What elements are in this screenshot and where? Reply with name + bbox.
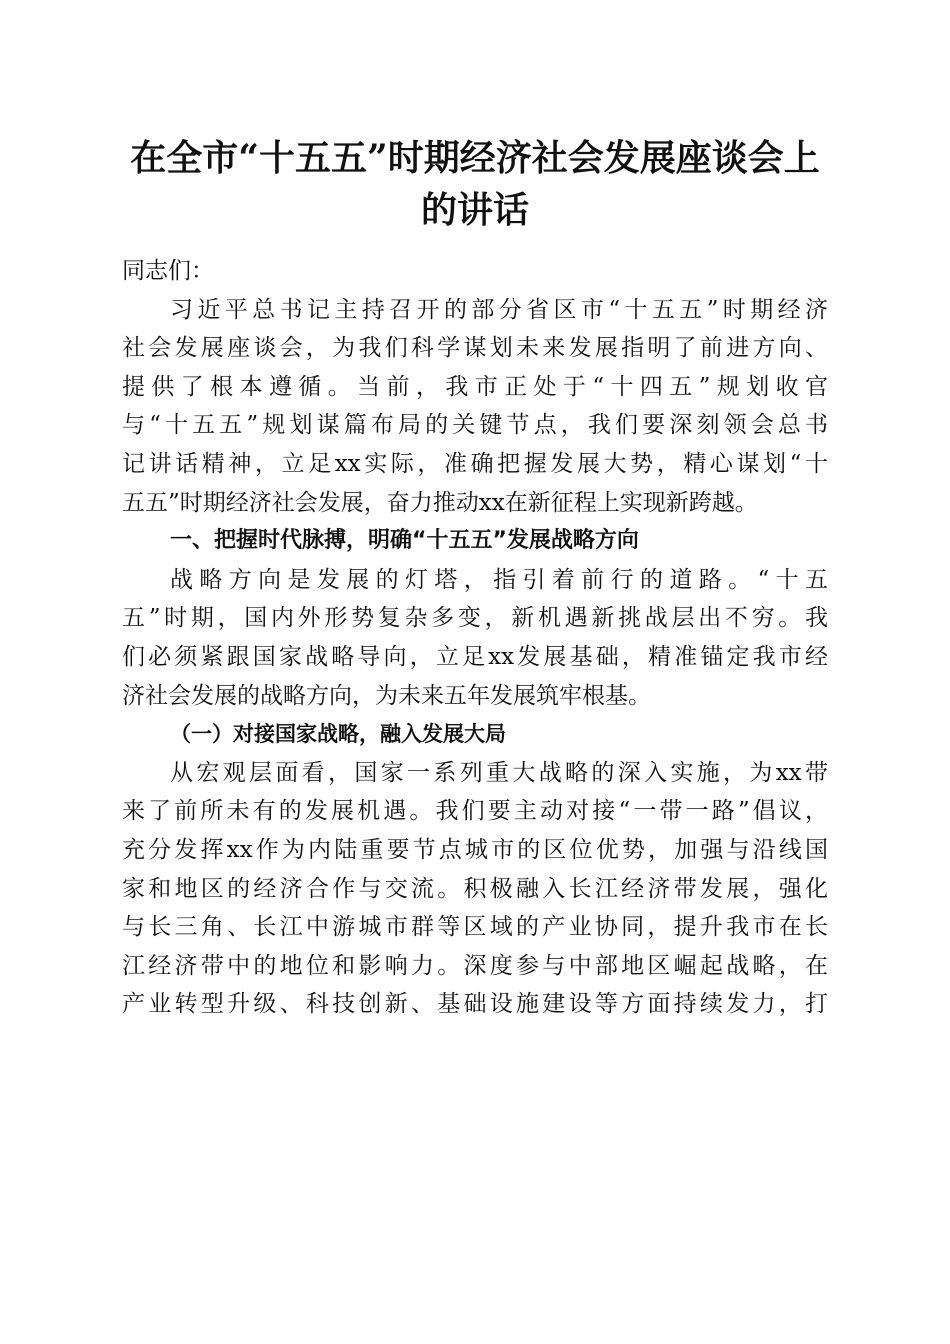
document-title xyxy=(100,132,850,236)
paragraph-line: 江经济带中的地位和影响力。深度参与中部地区崛起战略，在 xyxy=(122,952,828,979)
paragraph-line: 习近平总书记主持召开的部分省区市“十五五”时期经济 xyxy=(170,296,828,323)
paragraph-line: 们必须紧跟国家战略导向，立足xx发展基础，精准锚定我市经 xyxy=(122,643,828,670)
paragraph-line: 与长三角、长江中游城市群等区域的产业协同，提升我市在长 xyxy=(122,914,828,941)
subsection-heading-1: （一）对接国家战略，融入发展大局 xyxy=(170,721,506,747)
paragraph-line: 社会发展座谈会，为我们科学谋划未来发展指明了前进方向、 xyxy=(122,335,828,362)
paragraph-line: 战略方向是发展的灯塔，指引着前行的道路。“十五 xyxy=(170,566,828,593)
paragraph-line: 五五”时期经济社会发展，奋力推动xx在新征程上实现新跨越。 xyxy=(122,489,758,516)
paragraph-line: 与“十五五”规划谋篇布局的关键节点，我们要深刻领会总书 xyxy=(122,412,828,439)
paragraph-line: 产业转型升级、科技创新、基础设施建设等方面持续发力，打 xyxy=(122,991,828,1018)
paragraph-line: 记讲话精神，立足xx实际，准确把握发展大势，精心谋划“十 xyxy=(122,450,828,477)
section-heading-1: 一、把握时代脉搏，明确“十五五”发展战略方向 xyxy=(170,528,639,554)
paragraph-line: 来了前所未有的发展机遇。我们要主动对接“一带一路”倡议， xyxy=(122,798,828,825)
document-body xyxy=(122,252,828,1024)
title-line-2: 的讲话 xyxy=(420,189,529,231)
paragraph-line: 家和地区的经济合作与交流。积极融入长江经济带发展，强化 xyxy=(122,875,828,902)
paragraph-1 xyxy=(122,291,828,523)
paragraph-line: 从宏观层面看，国家一系列重大战略的深入实施，为xx带 xyxy=(170,759,828,786)
paragraph-2 xyxy=(122,561,828,715)
paragraph-line: 五”时期，国内外形势复杂多变，新机遇新挑战层出不穷。我 xyxy=(122,605,828,632)
paragraph-line: 济社会发展的战略方向，为未来五年发展筑牢根基。 xyxy=(122,682,651,709)
paragraph-3 xyxy=(122,754,828,1024)
salutation: 同志们： xyxy=(122,258,214,284)
paragraph-line: 提供了根本遵循。当前，我市正处于“十四五”规划收官 xyxy=(122,373,828,400)
paragraph-line: 充分发挥xx作为内陆重要节点城市的区位优势，加强与沿线国 xyxy=(122,836,828,863)
title-line-1: 在全市“十五五”时期经济社会发展座谈会上 xyxy=(130,137,820,179)
